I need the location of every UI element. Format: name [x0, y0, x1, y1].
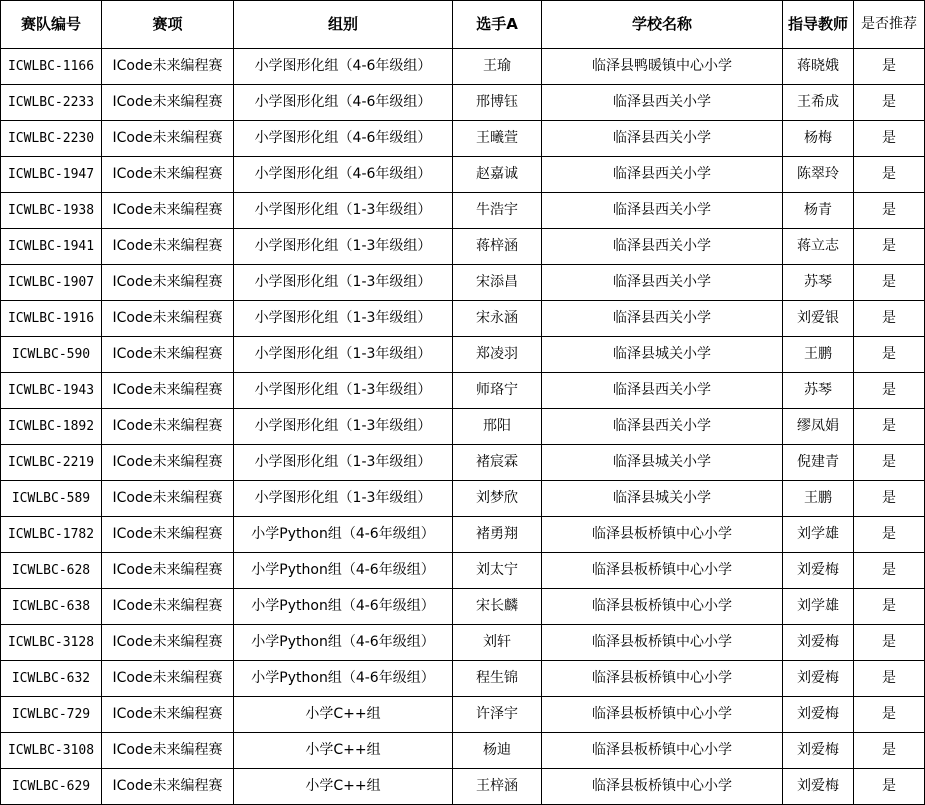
event-cell: ICode未来编程赛	[102, 697, 234, 733]
teacher-cell: 刘爱梅	[783, 697, 854, 733]
event-cell: ICode未来编程赛	[102, 481, 234, 517]
table-row	[1, 157, 925, 193]
teacher-cell: 刘爱梅	[783, 769, 854, 805]
school-cell: 临泽县板桥镇中心小学	[542, 625, 783, 661]
group-cell: 小学图形化组（1-3年级组）	[234, 193, 453, 229]
group-cell: 小学图形化组（1-3年级组）	[234, 481, 453, 517]
team-id-cell: ICWLBC-729	[1, 697, 102, 733]
group-cell: 小学图形化组（4-6年级组）	[234, 85, 453, 121]
group-cell: 小学图形化组（4-6年级组）	[234, 49, 453, 85]
header-recommended: 是否推荐	[854, 1, 925, 49]
player-cell: 刘轩	[453, 625, 542, 661]
group-cell: 小学图形化组（1-3年级组）	[234, 409, 453, 445]
group-cell: 小学C++组	[234, 733, 453, 769]
recommended-cell: 是	[854, 121, 925, 157]
event-cell: ICode未来编程赛	[102, 265, 234, 301]
school-cell: 临泽县板桥镇中心小学	[542, 553, 783, 589]
team-id-cell: ICWLBC-1907	[1, 265, 102, 301]
team-id-cell: ICWLBC-1166	[1, 49, 102, 85]
event-cell: ICode未来编程赛	[102, 661, 234, 697]
teacher-cell: 刘爱梅	[783, 661, 854, 697]
school-cell: 临泽县板桥镇中心小学	[542, 769, 783, 805]
team-id-cell: ICWLBC-1943	[1, 373, 102, 409]
header-event: 赛项	[102, 1, 234, 49]
teacher-cell: 陈翠玲	[783, 157, 854, 193]
group-cell: 小学C++组	[234, 697, 453, 733]
event-cell: ICode未来编程赛	[102, 373, 234, 409]
table-row	[1, 769, 925, 805]
table-body	[1, 49, 925, 805]
recommended-cell: 是	[854, 373, 925, 409]
school-cell: 临泽县板桥镇中心小学	[542, 733, 783, 769]
teacher-cell: 刘爱梅	[783, 733, 854, 769]
recommended-cell: 是	[854, 553, 925, 589]
team-id-cell: ICWLBC-1892	[1, 409, 102, 445]
teacher-cell: 杨青	[783, 193, 854, 229]
player-cell: 宋长麟	[453, 589, 542, 625]
table-row	[1, 193, 925, 229]
header-teacher: 指导教师	[783, 1, 854, 49]
recommended-cell: 是	[854, 337, 925, 373]
teacher-cell: 蒋立志	[783, 229, 854, 265]
school-cell: 临泽县板桥镇中心小学	[542, 517, 783, 553]
teacher-cell: 王希成	[783, 85, 854, 121]
event-cell: ICode未来编程赛	[102, 121, 234, 157]
table-row	[1, 697, 925, 733]
recommended-cell: 是	[854, 193, 925, 229]
recommended-cell: 是	[854, 661, 925, 697]
group-cell: 小学图形化组（4-6年级组）	[234, 157, 453, 193]
team-id-cell: ICWLBC-590	[1, 337, 102, 373]
header-school: 学校名称	[542, 1, 783, 49]
group-cell: 小学图形化组（4-6年级组）	[234, 121, 453, 157]
player-cell: 王梓涵	[453, 769, 542, 805]
player-cell: 褚勇翔	[453, 517, 542, 553]
recommended-cell: 是	[854, 229, 925, 265]
player-cell: 刘太宁	[453, 553, 542, 589]
table-row	[1, 121, 925, 157]
school-cell: 临泽县西关小学	[542, 301, 783, 337]
event-cell: ICode未来编程赛	[102, 553, 234, 589]
table-row	[1, 661, 925, 697]
group-cell: 小学图形化组（1-3年级组）	[234, 301, 453, 337]
recommended-cell: 是	[854, 625, 925, 661]
player-cell: 赵嘉诚	[453, 157, 542, 193]
player-cell: 程生锦	[453, 661, 542, 697]
player-cell: 蒋梓涵	[453, 229, 542, 265]
table-row	[1, 85, 925, 121]
teacher-cell: 苏琴	[783, 265, 854, 301]
table-row	[1, 49, 925, 85]
table-row	[1, 337, 925, 373]
school-cell: 临泽县西关小学	[542, 157, 783, 193]
school-cell: 临泽县板桥镇中心小学	[542, 697, 783, 733]
player-cell: 邢博钰	[453, 85, 542, 121]
school-cell: 临泽县板桥镇中心小学	[542, 661, 783, 697]
teacher-cell: 杨梅	[783, 121, 854, 157]
group-cell: 小学Python组（4-6年级组）	[234, 589, 453, 625]
group-cell: 小学图形化组（1-3年级组）	[234, 445, 453, 481]
event-cell: ICode未来编程赛	[102, 517, 234, 553]
table-row	[1, 553, 925, 589]
table-row	[1, 625, 925, 661]
team-id-cell: ICWLBC-1941	[1, 229, 102, 265]
recommended-cell: 是	[854, 733, 925, 769]
table-row	[1, 589, 925, 625]
table-row	[1, 481, 925, 517]
school-cell: 临泽县西关小学	[542, 373, 783, 409]
team-id-cell: ICWLBC-2230	[1, 121, 102, 157]
teacher-cell: 刘爱梅	[783, 553, 854, 589]
group-cell: 小学Python组（4-6年级组）	[234, 661, 453, 697]
event-cell: ICode未来编程赛	[102, 337, 234, 373]
teacher-cell: 倪建青	[783, 445, 854, 481]
player-cell: 宋永涵	[453, 301, 542, 337]
event-cell: ICode未来编程赛	[102, 589, 234, 625]
event-cell: ICode未来编程赛	[102, 49, 234, 85]
header-player: 选手A	[453, 1, 542, 49]
recommended-cell: 是	[854, 409, 925, 445]
table-header-row	[1, 1, 925, 49]
event-cell: ICode未来编程赛	[102, 301, 234, 337]
recommended-cell: 是	[854, 589, 925, 625]
teacher-cell: 王鹏	[783, 337, 854, 373]
team-id-cell: ICWLBC-2219	[1, 445, 102, 481]
team-id-cell: ICWLBC-2233	[1, 85, 102, 121]
event-cell: ICode未来编程赛	[102, 409, 234, 445]
team-id-cell: ICWLBC-3108	[1, 733, 102, 769]
table-row	[1, 409, 925, 445]
recommended-cell: 是	[854, 769, 925, 805]
player-cell: 师珞宁	[453, 373, 542, 409]
player-cell: 王曦萱	[453, 121, 542, 157]
team-id-cell: ICWLBC-1782	[1, 517, 102, 553]
recommended-cell: 是	[854, 85, 925, 121]
player-cell: 杨迪	[453, 733, 542, 769]
event-cell: ICode未来编程赛	[102, 445, 234, 481]
table-row	[1, 517, 925, 553]
player-cell: 褚宸霖	[453, 445, 542, 481]
table-row	[1, 373, 925, 409]
team-id-cell: ICWLBC-628	[1, 553, 102, 589]
school-cell: 临泽县西关小学	[542, 193, 783, 229]
group-cell: 小学图形化组（1-3年级组）	[234, 337, 453, 373]
school-cell: 临泽县城关小学	[542, 445, 783, 481]
table-row	[1, 733, 925, 769]
player-cell: 郑凌羽	[453, 337, 542, 373]
team-id-cell: ICWLBC-1938	[1, 193, 102, 229]
recommended-cell: 是	[854, 265, 925, 301]
group-cell: 小学图形化组（1-3年级组）	[234, 373, 453, 409]
recommended-cell: 是	[854, 445, 925, 481]
team-id-cell: ICWLBC-3128	[1, 625, 102, 661]
school-cell: 临泽县西关小学	[542, 85, 783, 121]
recommended-cell: 是	[854, 481, 925, 517]
team-id-cell: ICWLBC-1947	[1, 157, 102, 193]
recommended-cell: 是	[854, 49, 925, 85]
group-cell: 小学图形化组（1-3年级组）	[234, 229, 453, 265]
event-cell: ICode未来编程赛	[102, 769, 234, 805]
group-cell: 小学C++组	[234, 769, 453, 805]
group-cell: 小学Python组（4-6年级组）	[234, 553, 453, 589]
group-cell: 小学Python组（4-6年级组）	[234, 517, 453, 553]
team-id-cell: ICWLBC-638	[1, 589, 102, 625]
header-team-id: 赛队编号	[1, 1, 102, 49]
team-id-cell: ICWLBC-589	[1, 481, 102, 517]
recommended-cell: 是	[854, 301, 925, 337]
event-cell: ICode未来编程赛	[102, 85, 234, 121]
player-cell: 王瑜	[453, 49, 542, 85]
recommended-cell: 是	[854, 517, 925, 553]
school-cell: 临泽县西关小学	[542, 229, 783, 265]
group-cell: 小学Python组（4-6年级组）	[234, 625, 453, 661]
player-cell: 宋添昌	[453, 265, 542, 301]
team-id-cell: ICWLBC-629	[1, 769, 102, 805]
school-cell: 临泽县城关小学	[542, 481, 783, 517]
player-cell: 许泽宇	[453, 697, 542, 733]
event-cell: ICode未来编程赛	[102, 733, 234, 769]
teacher-cell: 刘学雄	[783, 517, 854, 553]
team-id-cell: ICWLBC-1916	[1, 301, 102, 337]
table-row	[1, 229, 925, 265]
player-cell: 牛浩宇	[453, 193, 542, 229]
header-group: 组别	[234, 1, 453, 49]
school-cell: 临泽县鸭暖镇中心小学	[542, 49, 783, 85]
school-cell: 临泽县西关小学	[542, 121, 783, 157]
school-cell: 临泽县西关小学	[542, 265, 783, 301]
teacher-cell: 刘学雄	[783, 589, 854, 625]
teacher-cell: 刘爱梅	[783, 625, 854, 661]
player-cell: 刘梦欣	[453, 481, 542, 517]
table-row	[1, 265, 925, 301]
school-cell: 临泽县板桥镇中心小学	[542, 589, 783, 625]
table-row	[1, 301, 925, 337]
teacher-cell: 蒋晓娥	[783, 49, 854, 85]
school-cell: 临泽县西关小学	[542, 409, 783, 445]
teacher-cell: 苏琴	[783, 373, 854, 409]
player-cell: 邢阳	[453, 409, 542, 445]
event-cell: ICode未来编程赛	[102, 157, 234, 193]
recommended-cell: 是	[854, 157, 925, 193]
team-id-cell: ICWLBC-632	[1, 661, 102, 697]
school-cell: 临泽县城关小学	[542, 337, 783, 373]
table-row	[1, 445, 925, 481]
teacher-cell: 王鹏	[783, 481, 854, 517]
event-cell: ICode未来编程赛	[102, 193, 234, 229]
teacher-cell: 刘爱银	[783, 301, 854, 337]
teacher-cell: 缪凤娟	[783, 409, 854, 445]
recommended-cell: 是	[854, 697, 925, 733]
event-cell: ICode未来编程赛	[102, 625, 234, 661]
event-cell: ICode未来编程赛	[102, 229, 234, 265]
group-cell: 小学图形化组（1-3年级组）	[234, 265, 453, 301]
